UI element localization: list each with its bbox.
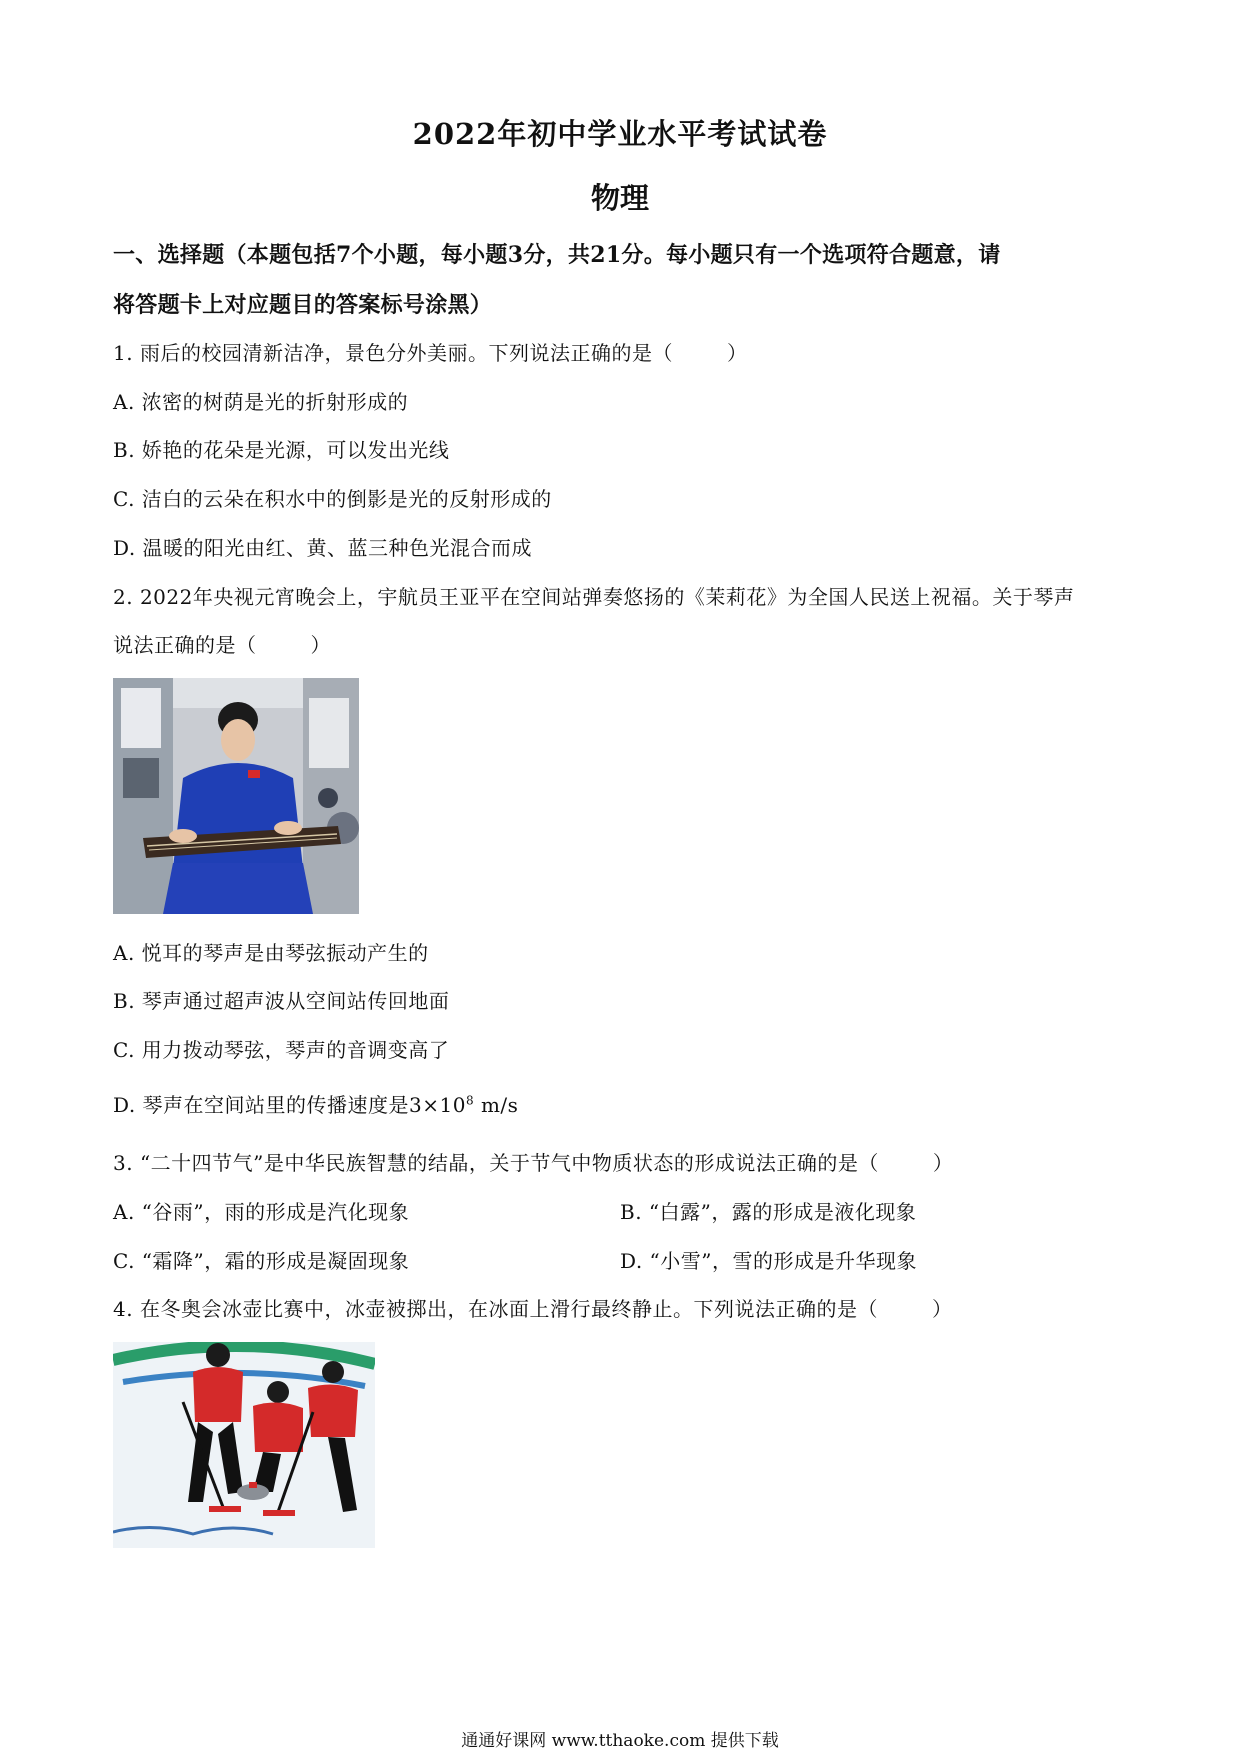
exam-title: 2022年初中学业水平考试试卷 (412, 117, 828, 151)
question-2-bracket: ） (310, 633, 331, 657)
footer-credit: 通通好课网 www.tthaoke.com 提供下载 (461, 1731, 779, 1751)
question-3-text: 3. “二十四节气”是中华民族智慧的结晶，关于节气中物质状态的形成说法正确的是（ (113, 1151, 879, 1175)
question-3-stem (113, 1147, 953, 1176)
q1-option-d: D. 温暖的阳光由红、黄、蓝三种色光混合而成 (113, 536, 533, 560)
q1-option-c: C. 洁白的云朵在积水中的倒影是光的反射形成的 (113, 487, 552, 511)
q1-option-a: A. 浓密的树荫是光的折射形成的 (113, 390, 409, 414)
astronaut-illustration (113, 678, 359, 914)
curling-illustration (113, 1342, 375, 1548)
q2-option-d-exponent: 8 (465, 1093, 475, 1108)
section-heading-line1: 一、选择题（本题包括7个小题，每小题3分，共21分。每小题只有一个选项符合题意，请 (113, 242, 1001, 268)
q3-option-c: C. “霜降”，霜的形成是凝固现象 (113, 1249, 410, 1273)
subject-title: 物理 (590, 181, 649, 215)
q2-option-d-text: D. 琴声在空间站里的传播速度是3×10 (113, 1093, 466, 1117)
q2-option-c: C. 用力拨动琴弦，琴声的音调变高了 (113, 1038, 450, 1062)
question-4-bracket: ） (931, 1297, 953, 1321)
question-1-text: 1. 雨后的校园清新洁净，景色分外美丽。下列说法正确的是（ (113, 341, 673, 365)
question-4-stem (113, 1293, 952, 1322)
q2-option-a: A. 悦耳的琴声是由琴弦振动产生的 (113, 941, 429, 965)
q2-option-d-unit: m/s (480, 1093, 519, 1117)
question-2-text: 说法正确的是（ (113, 633, 257, 657)
q2-option-d (113, 1089, 518, 1118)
question-3-bracket: ） (932, 1151, 954, 1175)
curling-photo (113, 1342, 375, 1548)
section-heading-line2: 将答题卡上对应题目的答案标号涂黑） (113, 292, 493, 318)
q1-option-b: B. 娇艳的花朵是光源，可以发出光线 (113, 438, 450, 462)
question-2-stem-line2 (113, 629, 331, 658)
astronaut-guzheng-photo (113, 678, 359, 914)
question-1-bracket: ） (726, 341, 748, 365)
q2-option-b: B. 琴声通过超声波从空间站传回地面 (113, 989, 450, 1013)
question-2-stem-line1: 2. 2022年央视元宵晚会上，宇航员王亚平在空间站弹奏悠扬的《茉莉花》为全国人民送上祝福。关于琴声 (113, 585, 1075, 609)
q3-option-d: D. “小雪”，雪的形成是升华现象 (620, 1249, 917, 1273)
q3-option-a: A. “谷雨”，雨的形成是汽化现象 (113, 1200, 410, 1224)
q3-option-b: B. “白露”，露的形成是液化现象 (620, 1200, 917, 1224)
question-4-text: 4. 在冬奥会冰壶比赛中，冰壶被掷出，在冰面上滑行最终静止。下列说法正确的是（ (113, 1297, 878, 1321)
question-1-stem (113, 337, 747, 366)
